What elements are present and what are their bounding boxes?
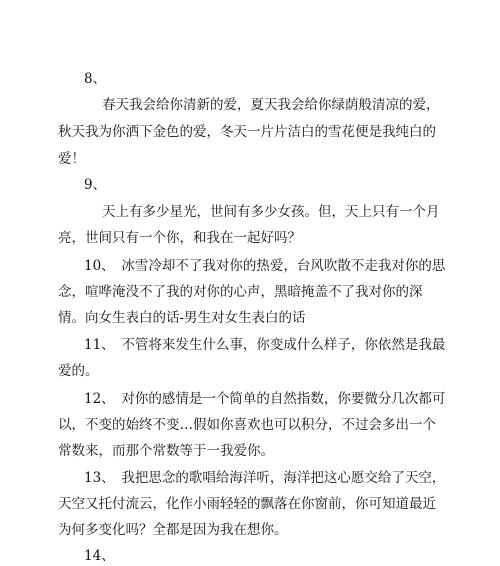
paragraph-line: 13、 我把思念的歌唱给海洋听，海洋把这心愿交给了天空，: [84, 470, 446, 486]
paragraph-line: 念，喧哗淹没不了我的对你的心声，黑暗掩盖不了我对你的深: [58, 284, 423, 300]
paragraph-line: 爱！: [58, 151, 85, 167]
paragraph-line: 情。向女生表白的话-男生对女生表白的话: [58, 310, 306, 326]
paragraph-line: 天上有多少星光，世间有多少女孩。但，天上只有一个月: [102, 204, 440, 220]
paragraph-line: 10、 冰雪冷却不了我对你的热爱，台风吹散不走我对你的思: [84, 258, 446, 274]
paragraph-line: 春天我会给你清新的爱，夏天我会给你绿荫般清凉的爱，: [102, 97, 440, 113]
paragraph-line: 以，不变的始终不变…假如你喜欢也可以积分，不过会多出一个: [58, 417, 436, 433]
paragraph-line: 秋天我为你洒下金色的爱，冬天一片片洁白的雪花便是我纯白的: [58, 124, 436, 140]
paragraph-line: 天空又托付流云，化作小雨轻轻的飘落在你窗前，你可知道最近: [58, 496, 436, 512]
paragraph-line: 爱的。: [58, 363, 99, 379]
paragraph-line: 为何多变化吗？全都是因为我在想你。: [58, 522, 288, 538]
item-number-14: 14、: [84, 548, 115, 564]
paragraph-line: 常数来，而那个常数等于一我爱你。: [58, 443, 274, 459]
item-number-8: 8、: [84, 71, 107, 87]
paragraph-line: 12、 对你的感情是一个简单的自然指数，你要微分几次都可: [84, 391, 446, 407]
paragraph-line: 亮，世间只有一个你，和我在一起好吗？: [58, 230, 301, 246]
item-number-9: 9、: [84, 177, 107, 193]
paragraph-line: 11、 不管将来发生什么事，你变成什么样子，你依然是我最: [84, 337, 446, 353]
